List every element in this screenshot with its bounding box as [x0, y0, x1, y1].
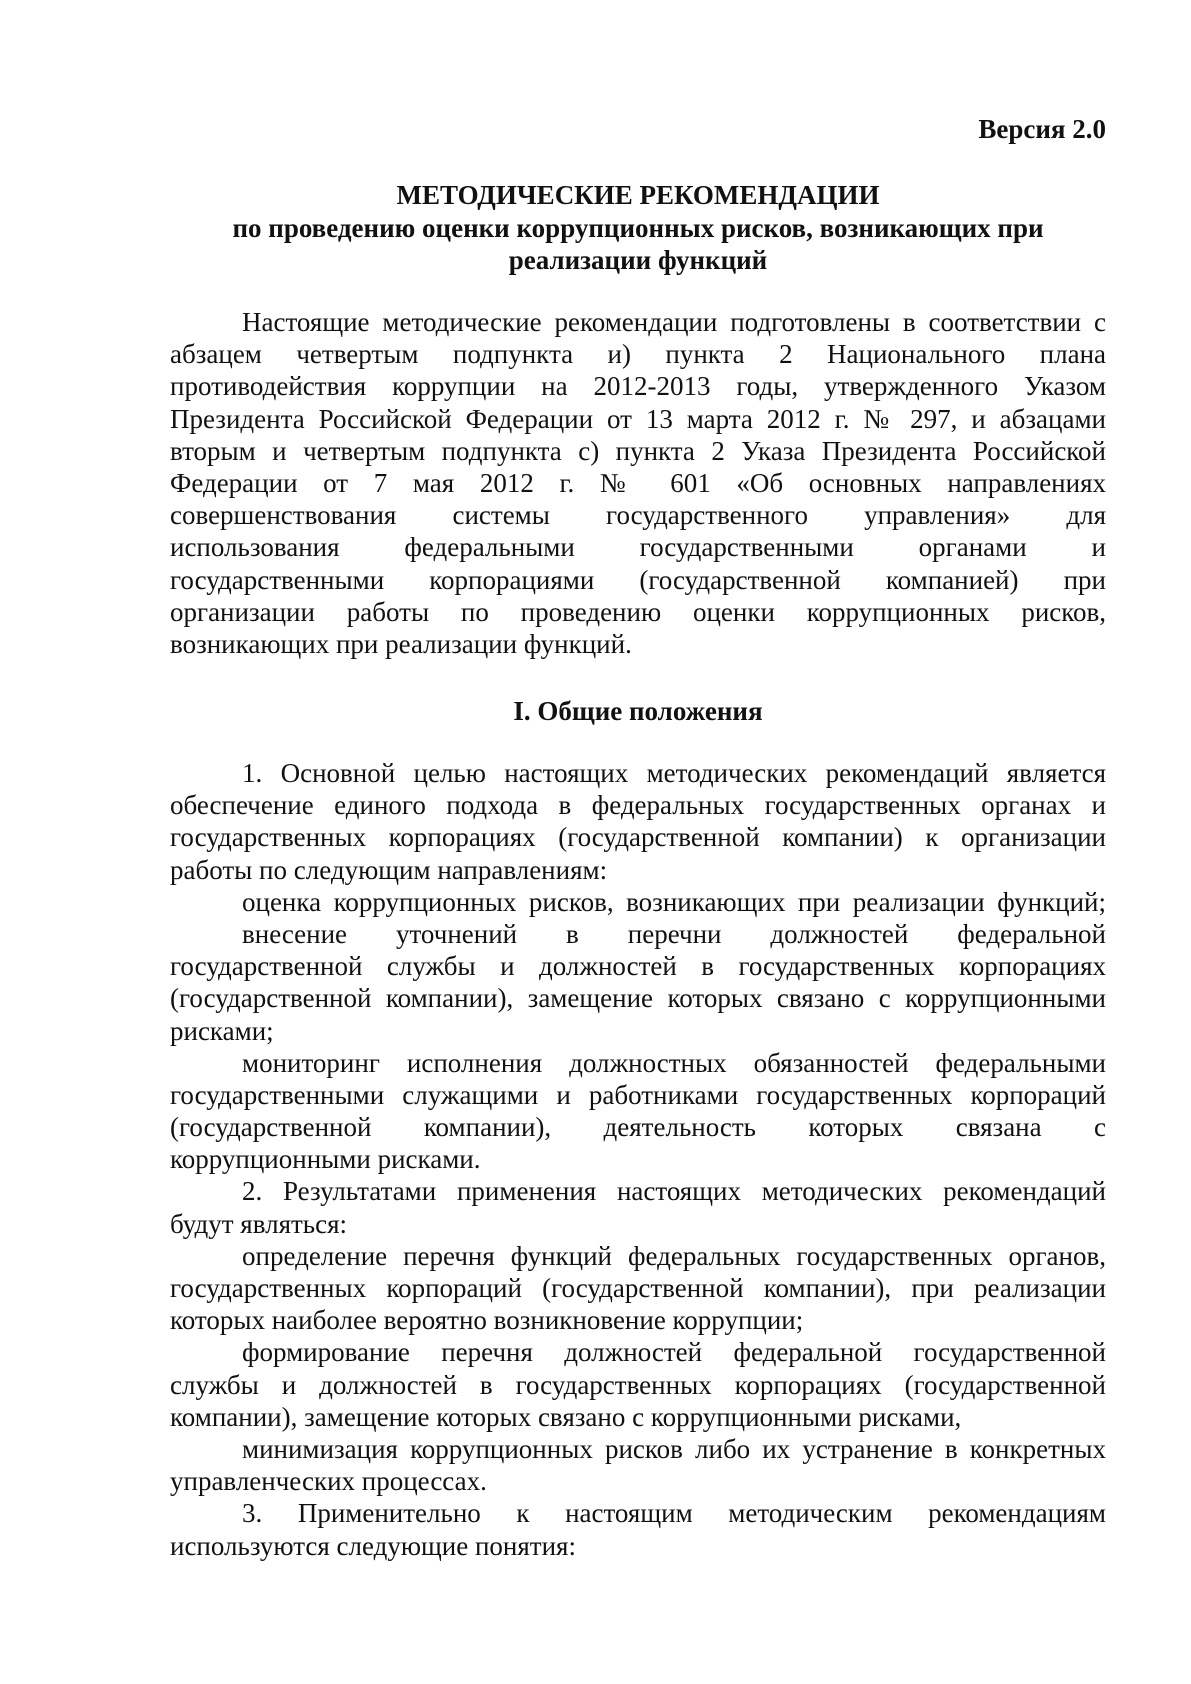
text-line: использования федеральными государственными органами и [170, 532, 1106, 563]
intro-paragraph [170, 306, 1106, 660]
text-line: противодействия коррупции на 2012-2013 годы, утвержденного Указом [170, 371, 1106, 402]
text-line: государственными корпорациями (государственной компанией) при [170, 564, 1106, 595]
text-line: минимизация коррупционных рисков либо их устранение в конкретных [242, 1433, 1106, 1464]
text-line: коррупционными рисками. [170, 1144, 481, 1175]
text-line: будут являться: [170, 1208, 348, 1239]
text-line: компании), замещение которых связано с коррупционными рисками, [170, 1401, 962, 1432]
section-heading: I. Общие положения [513, 696, 763, 726]
text-line: Федерации от 7 мая 2012 г. № 601 «Об основных направлениях [170, 467, 1106, 498]
text-line: управленческих процессах. [170, 1466, 487, 1497]
text-line: внесение уточнений в перечни должностей федеральной [242, 918, 1106, 949]
text-line: (государственной компании), деятельность которых связана с [170, 1112, 1106, 1143]
text-line: возникающих при реализации функций. [170, 628, 632, 659]
text-line: определение перечня функций федеральных государственных органов, [242, 1240, 1106, 1271]
text-line: организации работы по проведению оценки коррупционных рисков, [170, 596, 1106, 627]
text-line: государственных корпорациях (государственной компании) к организации [170, 822, 1106, 853]
text-line: Настоящие методические рекомендации подготовлены в соответствии с [242, 307, 1106, 337]
title-line: МЕТОДИЧЕСКИЕ РЕКОМЕНДАЦИИ [396, 180, 880, 210]
text-line: государственной службы и должностей в государственных корпорациях [170, 951, 1106, 982]
text-line: 2. Результатами применения настоящих методических рекомендаций [242, 1176, 1106, 1207]
text-line: рисками; [170, 1015, 274, 1046]
title-line: по проведению оценки коррупционных рисков, возникающих при [232, 212, 1044, 243]
text-line: работы по следующим направлениям: [170, 854, 608, 885]
text-line: 1. Основной целью настоящих методических рекомендаций является [242, 758, 1106, 788]
text-line: вторым и четвертым подпункта с) пункта 2 Указа Президента Российской [170, 435, 1106, 466]
text-line: службы и должностей в государственных корпорациях (государственной [170, 1369, 1106, 1400]
text-line: которых наиболее вероятно возникновение коррупции; [170, 1305, 804, 1336]
text-line: обеспечение единого подхода в федеральных государственных органах и [170, 790, 1106, 821]
text-line: абзацем четвертым подпункта и) пункта 2 Национального плана [170, 339, 1106, 370]
text-line: мониторинг исполнения должностных обязанностей федеральными [242, 1047, 1106, 1078]
text-line: 3. Применительно к настоящим методическим рекомендациям [242, 1498, 1106, 1529]
text-line: используются следующие понятия: [170, 1530, 576, 1561]
document-title [170, 179, 1106, 277]
text-line: (государственной компании), замещение которых связано с коррупционными [170, 983, 1106, 1014]
text-line: государственными служащими и работниками государственных корпораций [170, 1079, 1106, 1110]
text-line: государственных корпораций (государственной компании), при реализации [170, 1273, 1106, 1303]
text-line: Президента Российской Федерации от 13 марта 2012 г. № 297, и абзацами [170, 403, 1106, 434]
text-line: оценка коррупционных рисков, возникающих при реализации функций; [242, 886, 1106, 917]
text-line: формирование перечня должностей федеральной государственной [242, 1337, 1106, 1368]
title-line: реализации функций [508, 245, 768, 275]
text-line: совершенствования системы государственного управления» для [170, 500, 1106, 531]
document-version: Версия 2.0 [978, 114, 1106, 144]
general-provisions-list [170, 757, 1106, 1562]
